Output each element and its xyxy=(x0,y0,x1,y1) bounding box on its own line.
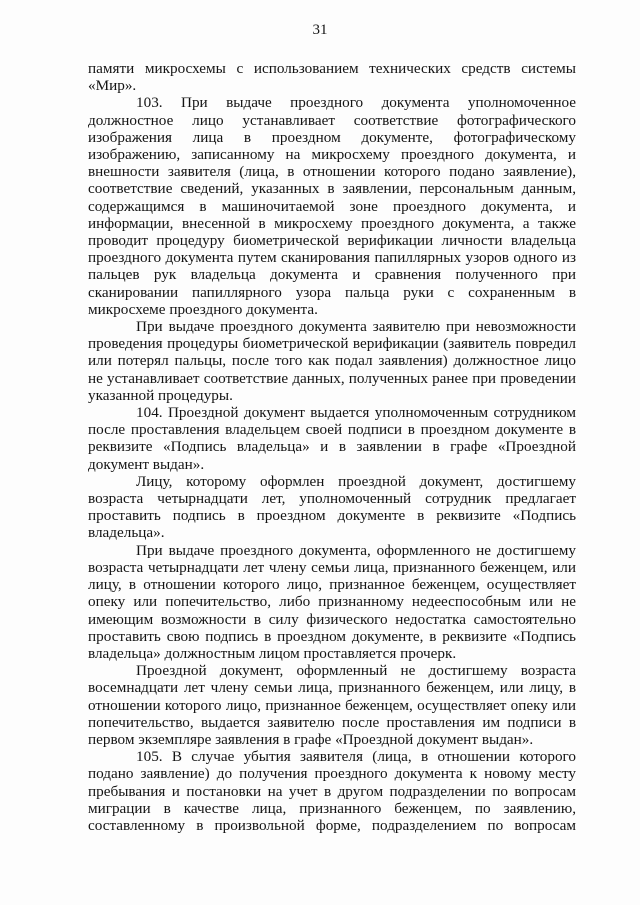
page-number: 31 xyxy=(312,22,328,38)
paragraph-biometric-exception: При выдаче проездного документа заявителю при невозможности проведения процедуры биометрической верификации (заявитель повредил или потерял пальцы, после того как подал заявления) должностное лицо не устанавливает соответствие данных, полученных ранее при проведении указанной процедуры. xyxy=(88,318,576,404)
paragraph-signature-under-14: При выдаче проездного документа, оформленного не достигшему возраста четырнадцати лет члену семьи лица, признанного беженцем, или лицу, в отношении которого лицо, признанное беженцем, осуществляет опеку или попечительство, либо признанному недееспособным или не имеющим возможности в силу физического недостатка самостоятельно проставить свою подпись в проездном документе, в реквизите «Подпись владельца» должностным лицом проставляется прочерк. xyxy=(88,541,576,662)
document-body xyxy=(88,60,576,834)
paragraph-clause-103: 103. При выдаче проездного документа уполномоченное должностное лицо устанавливает соответствие фотографического изображения лица в проездном документе, фотографическому изображению, записанному на микросхему проездного документа, и внешности заявителя (лица, в отношении которого подано заявление), соответствие сведений, указанных в заявлении, персональным данным, содержащимся в машиночитаемой зоне проездного документа, и информации, внесенной в микросхему проездного документа, а также проводит процедуру биометрической верификации личности владельца проездного документа путем сканирования папиллярных узоров одного из пальцев рук владельца документа и сравнения полученного при сканировании папиллярного узора пальца руки с сохраненным в микросхеме проездного документа. xyxy=(88,94,576,318)
paragraph-continuation: памяти микросхемы с использованием технических средств системы «Мир». xyxy=(88,60,576,95)
paragraph-signature-over-14: Лицу, которому оформлен проездной документ, достигшему возраста четырнадцати лет, уполномоченный сотрудник предлагает проставить подпись в проездном документе в реквизите «Подпись владельца». xyxy=(88,472,576,542)
paragraph-clause-105: 105. В случае убытия заявителя (лица, в отношении которого подано заявление) до получения проездного документа к новому месту пребывания и постановки на учет в другом подразделении по вопросам миграции в качестве лица, признанного беженцем, по заявлению, составленному в произвольной форме, подразделением по вопросам xyxy=(88,748,576,834)
paragraph-under-18: Проездной документ, оформленный не достигшему возраста восемнадцати лет члену семьи лица, признанного беженцем, или лицу, в отношении которого лицо, признанное беженцем, осуществляет опеку или попечительство, выдается заявителю после проставления им подписи в первом экземпляре заявления в графе «Проездной документ выдан». xyxy=(88,662,576,748)
paragraph-clause-104: 104. Проездной документ выдается уполномоченным сотрудником после проставления владельцем своей подписи в проездном документе в реквизите «Подпись владельца» и в заявлении в графе «Проездной документ выдан». xyxy=(88,404,576,473)
